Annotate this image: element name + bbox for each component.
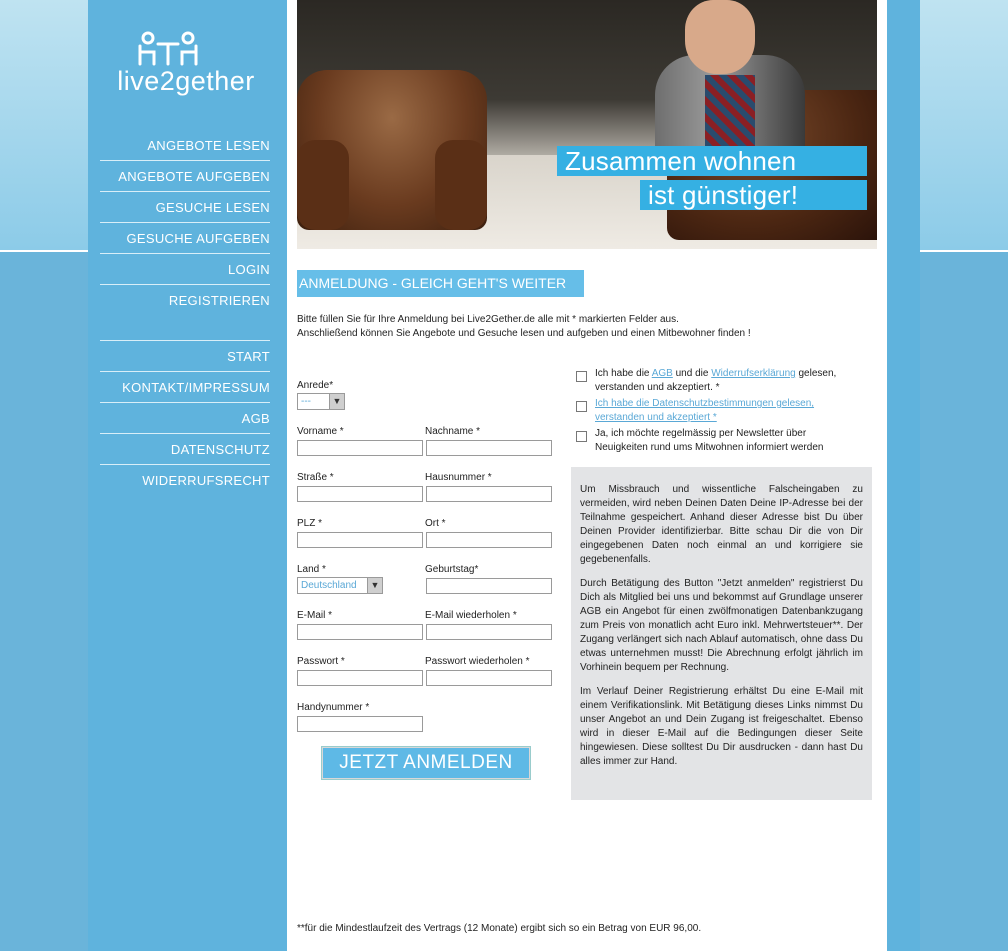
nav-item-gesuche-aufgeben[interactable]: GESUCHE AUFGEBEN xyxy=(100,223,270,254)
nav-item-registrieren[interactable]: REGISTRIEREN xyxy=(168,293,270,308)
armchair-image xyxy=(297,70,487,230)
plz-input[interactable] xyxy=(297,532,423,548)
strasse-label: Straße * xyxy=(297,472,334,483)
widerruf-link[interactable]: Widerrufserklärung xyxy=(711,368,796,379)
main-nav xyxy=(100,130,270,315)
nav-item-angebote-lesen[interactable]: ANGEBOTE LESEN xyxy=(100,130,270,161)
background-left xyxy=(0,0,88,252)
logo-text: live2gether xyxy=(117,66,255,96)
right-strip xyxy=(887,0,920,951)
strasse-input[interactable] xyxy=(297,486,423,502)
page-title: ANMELDUNG - GLEICH GEHT'S WEITER xyxy=(297,270,584,297)
land-select[interactable]: Deutschland ▼ xyxy=(297,577,383,594)
nav-item-login[interactable]: LOGIN xyxy=(100,254,270,285)
passwort-repeat-input[interactable] xyxy=(426,670,552,686)
main-content xyxy=(287,0,887,951)
slogan-line2: ist günstiger! xyxy=(640,180,867,210)
passwort-label: Passwort * xyxy=(297,656,345,667)
background-right xyxy=(920,0,1008,252)
chevron-down-icon: ▼ xyxy=(329,394,344,409)
nav-item-gesuche-lesen[interactable]: GESUCHE LESEN xyxy=(100,192,270,223)
nachname-label: Nachname * xyxy=(425,426,481,437)
hero-banner xyxy=(297,0,877,249)
email-repeat-label: E-Mail wiederholen * xyxy=(425,610,517,621)
land-label: Land * xyxy=(297,564,326,575)
info-paragraph-2: Durch Betätigung des Button "Jetzt anmelden" registrierst Du Dich als Mitglied bei uns und bekommst auf Grundlage unserer AGB ein Angebot für einen zwölfmonatigen Datenbankzugang zum Preis von monatlich acht Euro inkl. Mehrwertsteuer**. Der Zugang verlängert sich nach Ablauf automatisch, ohne dass Du etwas unternehmen musst! Die Abrechnung erfolgt jährlich im Vorhinein bequem per Rechnung. xyxy=(580,578,863,673)
anrede-select[interactable]: --- ▼ xyxy=(297,393,345,410)
logo[interactable] xyxy=(106,30,266,102)
passwort-input[interactable] xyxy=(297,670,423,686)
nav-item-kontakt-impressum[interactable]: KONTAKT/IMPRESSUM xyxy=(100,372,270,403)
datenschutz-link[interactable]: Ich habe die Datenschutzbestimmungen gelesen, verstanden und akzeptiert * xyxy=(595,398,815,423)
datenschutz-checkbox[interactable] xyxy=(576,401,587,412)
nav-item-angebote-aufgeben[interactable]: ANGEBOTE AUFGEBEN xyxy=(100,161,270,192)
nav-item-datenschutz[interactable]: DATENSCHUTZ xyxy=(100,434,270,465)
geburtstag-label: Geburtstag* xyxy=(425,564,479,575)
anrede-label: Anrede* xyxy=(297,380,334,391)
newsletter-checkbox-label: Ja, ich möchte regelmässig per Newsletter über Neuigkeiten rund ums Mitwohnen informiert werden xyxy=(595,428,824,453)
submit-button[interactable]: JETZT ANMELDEN xyxy=(322,747,530,779)
info-box xyxy=(571,467,872,800)
datenschutz-checkbox-label xyxy=(595,397,865,425)
email-repeat-input[interactable] xyxy=(426,624,552,640)
info-paragraph-1: Um Missbrauch und wissentliche Falscheingaben zu vermeiden, wird neben Deinen Daten Deine IP-Adresse bei der Teilnahme gespeichert. Anhand dieser Adresse bist Du über Deinen Provider identifizierbar. Bitte schau Dir die von Dir eingegebenen Daten noch einmal an und korrigiere sie gegebenenfalls. xyxy=(580,484,863,565)
nav-item-widerrufsrecht[interactable]: WIDERRUFSRECHT xyxy=(142,473,270,488)
nav-item-agb[interactable]: AGB xyxy=(100,403,270,434)
agb-checkbox-label: Ich habe die AGB und die Widerrufserklärung gelesen, verstanden und akzeptiert. * xyxy=(595,368,837,393)
newsletter-checkbox[interactable] xyxy=(576,431,587,442)
geburtstag-input[interactable] xyxy=(426,578,552,594)
slogan-line1: Zusammen wohnen xyxy=(557,146,867,176)
hausnummer-label: Hausnummer * xyxy=(425,472,492,483)
sidebar xyxy=(88,0,287,951)
email-label: E-Mail * xyxy=(297,610,333,621)
footnote: **für die Mindestlaufzeit des Vertrags (12 Monate) ergibt sich so ein Betrag von EUR 96,00. xyxy=(297,923,702,934)
ort-label: Ort * xyxy=(425,518,446,529)
agb-link[interactable]: AGB xyxy=(651,368,673,379)
agb-checkbox[interactable] xyxy=(576,371,587,382)
background-right-lower xyxy=(922,252,1008,951)
intro-text: Bitte füllen Sie für Ihre Anmeldung bei Live2Gether.de alle mit * markierten Felder aus. Anschließend können Sie Angebote und Gesuche lesen und aufgeben und einen Mitbewohner finden ! xyxy=(297,314,751,339)
two-people-table-icon xyxy=(106,30,266,70)
plz-label: PLZ * xyxy=(297,518,323,529)
email-input[interactable] xyxy=(297,624,423,640)
secondary-nav xyxy=(100,340,270,495)
handy-label: Handynummer * xyxy=(297,702,370,713)
handy-input[interactable] xyxy=(297,716,423,732)
nav-item-start[interactable]: START xyxy=(100,341,270,372)
chevron-down-icon: ▼ xyxy=(367,578,382,593)
nachname-input[interactable] xyxy=(426,440,552,456)
vorname-label: Vorname * xyxy=(297,426,344,437)
ort-input[interactable] xyxy=(426,532,552,548)
hausnummer-input[interactable] xyxy=(426,486,552,502)
vorname-input[interactable] xyxy=(297,440,423,456)
info-paragraph-3: Im Verlauf Deiner Registrierung erhältst Du eine E-Mail mit einem Verifikationslink. Mit Betätigung dieses Links nimmst Du unser Angebot an und Dein Zugang ist freigeschaltet. Ebenso wird in dieser E-Mail auf die Bedingungen dieser Seite hingewiesen. Diese solltest Du Dir ausdrucken - dann hast Du alles immer zur Hand. xyxy=(580,686,863,767)
passwort-repeat-label: Passwort wiederholen * xyxy=(425,656,530,667)
